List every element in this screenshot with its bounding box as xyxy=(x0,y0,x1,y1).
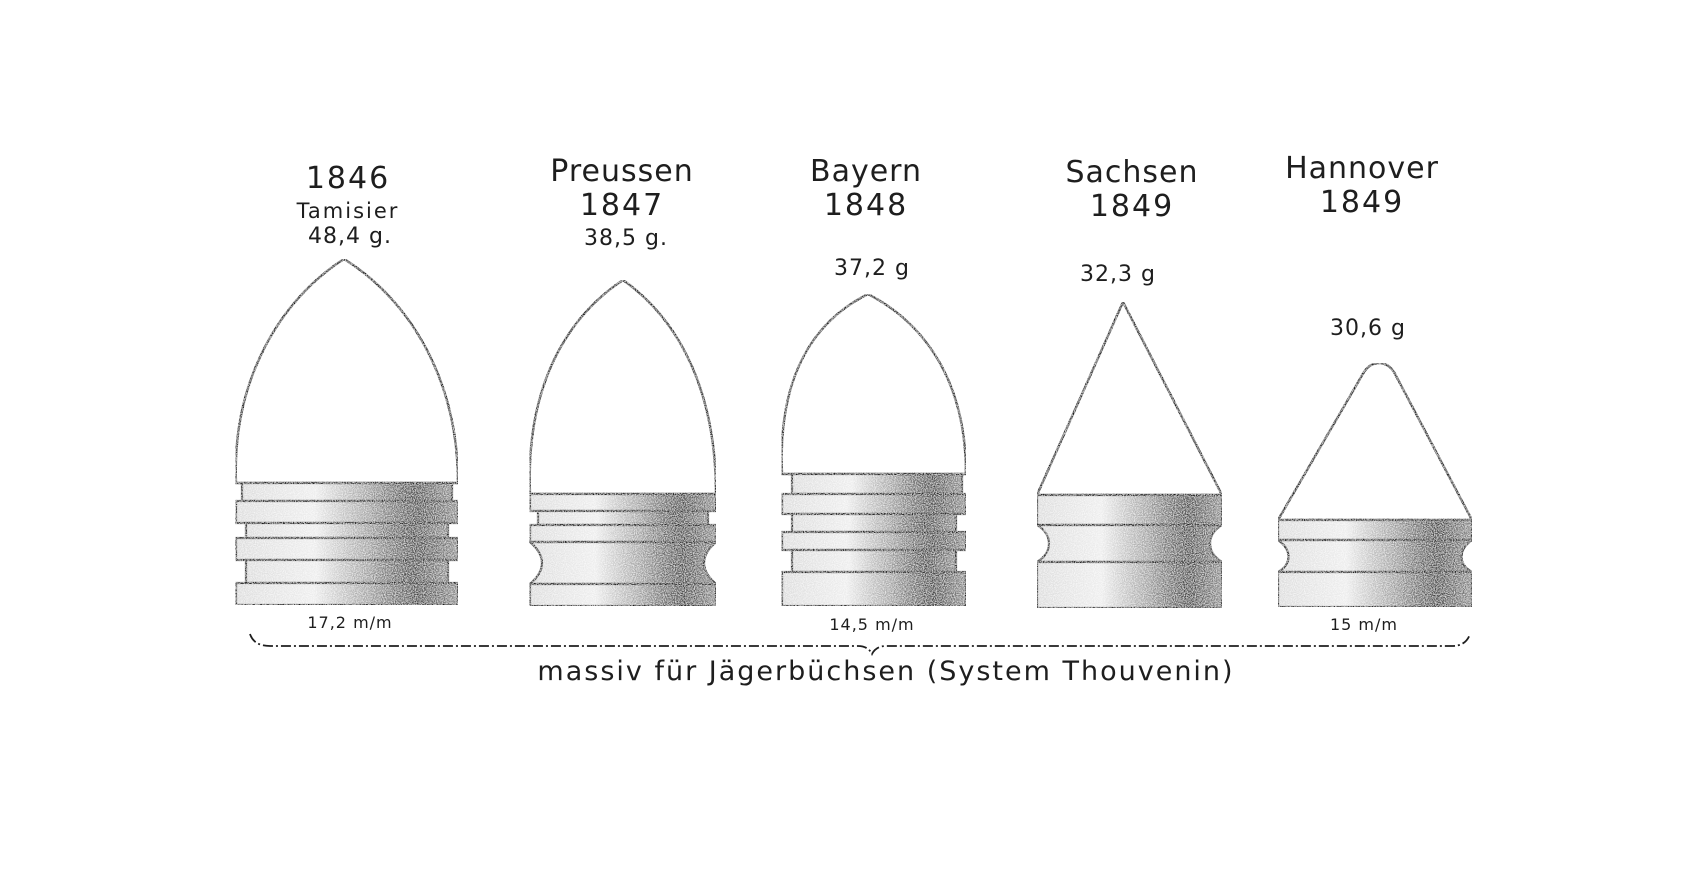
bullet-2-ring-2 xyxy=(530,525,716,542)
bullet-2-weight: 38,5 g. xyxy=(584,226,668,251)
bullet-hannover-1849 xyxy=(1278,151,1472,634)
bullet-5-country: Hannover xyxy=(1285,151,1439,186)
bullet-1-inventor: Tamisier xyxy=(296,199,400,223)
bullet-4-ring xyxy=(1037,495,1222,525)
bullet-4-nose xyxy=(1037,302,1222,495)
bullet-4-drawing xyxy=(1037,302,1222,608)
bullet-1-ring-2 xyxy=(236,538,458,560)
bullet-3-groove-1 xyxy=(792,514,956,532)
bullet-2-drawing xyxy=(530,280,716,606)
bullet-1-groove-1 xyxy=(246,523,448,538)
bullet-5-weight: 30,6 g xyxy=(1330,316,1406,341)
bullet-4-year: 1849 xyxy=(1089,189,1175,224)
bullet-5-waist xyxy=(1278,540,1472,572)
bullet-3-year: 1848 xyxy=(823,188,909,223)
bullet-3-ring-1 xyxy=(782,494,966,514)
bullet-3-caliber: 14,5 m/m xyxy=(829,615,915,634)
grouping-brace xyxy=(250,634,1470,654)
bullet-1-weight: 48,4 g. xyxy=(308,224,392,249)
bullet-4-waist xyxy=(1037,525,1222,562)
bullet-4-base xyxy=(1037,562,1222,608)
bullet-1-nose xyxy=(236,259,458,483)
bullet-3-nose xyxy=(782,294,966,474)
bullet-3-base xyxy=(782,572,966,606)
bullet-3-drawing xyxy=(782,294,966,606)
bullet-1-ring-1 xyxy=(236,501,458,523)
bullet-1-groove-2 xyxy=(246,560,448,583)
bullet-5-caliber: 15 m/m xyxy=(1329,615,1399,634)
bullet-preussen-1847 xyxy=(530,154,716,606)
bullet-4-weight: 32,3 g xyxy=(1080,262,1156,287)
bullet-5-base xyxy=(1278,572,1472,607)
bullet-2-year: 1847 xyxy=(579,188,665,223)
bullet-1-caliber: 17,2 m/m xyxy=(307,613,393,632)
bullet-2-country: Preussen xyxy=(550,154,694,189)
bullet-1-drawing xyxy=(236,259,458,605)
bullet-2-waist xyxy=(530,542,716,584)
bullet-2-groove-1 xyxy=(538,511,708,525)
bullet-bayern-1848 xyxy=(782,154,966,634)
bullet-3-groove-2 xyxy=(792,550,956,572)
bullet-sachsen-1849 xyxy=(1037,155,1222,608)
bullet-3-country: Bayern xyxy=(810,154,922,189)
bullet-3-body-band xyxy=(792,474,962,494)
bullet-5-nose xyxy=(1278,363,1472,520)
bullet-3-weight: 37,2 g xyxy=(834,256,910,281)
bullet-2-nose xyxy=(530,280,716,494)
bullet-4-country: Sachsen xyxy=(1065,155,1199,190)
bullet-1-year: 1846 xyxy=(305,161,391,196)
bullet-5-ring xyxy=(1278,520,1472,540)
bullet-2-base xyxy=(530,584,716,606)
bullet-2-ring-1 xyxy=(530,494,716,511)
bullet-3-ring-2 xyxy=(782,532,966,550)
bullet-5-drawing xyxy=(1278,363,1472,607)
caption: massiv für Jägerbüchsen (System Thouvenin) xyxy=(537,656,1235,687)
bullet-1-base xyxy=(236,583,458,605)
bullet-5-year: 1849 xyxy=(1319,185,1405,220)
bullet-1846-tamisier xyxy=(236,161,458,632)
bullet-1-body-band xyxy=(242,483,452,501)
